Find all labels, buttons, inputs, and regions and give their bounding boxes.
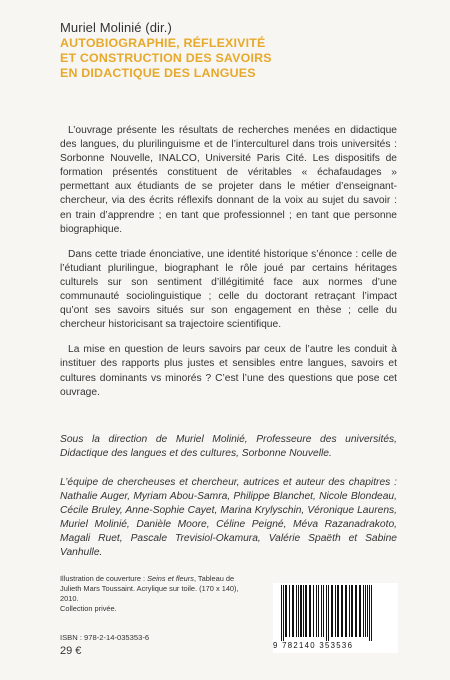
- title-line: EN DIDACTIQUE DES LANGUES: [60, 66, 256, 80]
- author-name: Muriel Molinié (dir.): [60, 20, 172, 35]
- credits-details: , Tableau de Julieth Mars Toussaint. Acrylique sur toile. (170 x 140), 2010.: [60, 574, 239, 603]
- barcode-bar: [355, 585, 357, 637]
- artwork-title: Seins et fleurs: [147, 574, 194, 583]
- barcode-bar: [341, 585, 343, 637]
- barcode-bar: [303, 585, 304, 637]
- barcode-bar: [289, 585, 290, 637]
- barcode-bar: [292, 585, 294, 637]
- team-note: L’équipe de chercheuses et chercheur, autrices et auteur des chapitres : Nathalie Auger, Myriam Abou-Samra, Philippe Blanchet, Nicole Blondeau, Cécile Bruley, Anne-Sophie Cayet, Marina Krylyschin, Véronique Laurens, Muriel Molinié, Danièle Moore, Céline Peigné, Méva Razanadrakoto, Magali Ruet, Pascale Trevisiol-Okamura, Valérie Spaëth et Sabine Vanhulle.: [60, 477, 397, 559]
- barcode-bar: [298, 585, 299, 637]
- barcode-bar: [285, 585, 287, 637]
- barcode-bar: [305, 585, 307, 637]
- credits-label: Illustration de couverture :: [60, 574, 148, 583]
- barcode-bar: [281, 585, 282, 641]
- blurb: [60, 124, 397, 411]
- barcode-bar: [365, 585, 366, 637]
- book-title: [60, 36, 400, 81]
- barcode-bar: [318, 585, 319, 637]
- blurb-paragraph: La mise en question de leurs savoirs par ceux de l’autre les conduit à instituer des rapports plus justes et sensibles entre langues, savoirs et cultures dominants vs minorés ? C’est l’une des questions que pose cet ouvrage.: [60, 344, 397, 398]
- barcode-bar: [313, 585, 314, 637]
- barcode-bar: [369, 585, 370, 641]
- barcode-bar: [363, 585, 364, 637]
- barcode-bar: [367, 585, 368, 637]
- barcode-bar: [323, 585, 324, 637]
- price: 29 €: [60, 645, 82, 657]
- blurb-paragraph: L’ouvrage présente les résultats de recherches menées en didactique des langues, du plurilinguisme et de l’interculturel dans trois universités : Sorbonne Nouvelle, INALCO, Université Paris Cité. Les dispositifs de formation présentés constituent de véritables « échafaudages » permettant aux étudiants de se projeter dans le métier d’enseignant-chercheur, via des écrits réflexifs donnant de la voix au sujet du savoir : en train d’apprendre ; en tant que professionnel ; en tant que personne biographique.: [60, 125, 397, 235]
- barcode-digits: 9 782140 353536: [273, 641, 354, 650]
- barcode-bar: [283, 585, 284, 641]
- barcode-bar: [351, 585, 353, 637]
- barcode-bar: [309, 585, 311, 637]
- title-line: ET CONSTRUCTION DES SAVOIRS: [60, 51, 272, 65]
- barcode-bar: [296, 585, 297, 637]
- barcode-bar: [359, 585, 361, 637]
- cover-credits: [60, 574, 250, 614]
- credits-collection: Collection privée.: [60, 604, 117, 613]
- direction-note: Sous la direction de Muriel Molinié, Professeure des universités, Didactique des langues et des cultures, Sorbonne Nouvelle.: [60, 434, 397, 460]
- barcode-bar: [328, 585, 329, 641]
- barcode-bar: [326, 585, 327, 641]
- barcode-bar: [321, 585, 322, 637]
- isbn: ISBN : 978-2-14-035353-6: [60, 633, 150, 642]
- barcode-bar: [316, 585, 317, 637]
- barcode-bar: [371, 585, 372, 641]
- barcode-bar: [300, 585, 302, 637]
- barcode-bar: [345, 585, 347, 637]
- barcode-bar: [349, 585, 350, 637]
- blurb-paragraph: Dans cette triade énonciative, une identité historique s’énonce : celle de l’étudiant plurilingue, biographant le rôle joué par certains héritages culturels sur son sentiment d’illégitimité face aux normes d’une communauté sociolinguistique ; celle du doctorant retraçant l’impact qu’ont ses savoirs situés sur son engagement en thèse ; celle du chercheur historicisant sa trajectoire scientifique.: [60, 248, 397, 331]
- barcode-bar: [331, 585, 333, 637]
- barcode-bar: [335, 585, 336, 637]
- barcode-bar: [337, 585, 339, 637]
- title-line: AUTOBIOGRAPHIE, RÉFLEXIVITÉ: [60, 36, 266, 50]
- barcode-bars: [273, 583, 398, 641]
- barcode: [273, 583, 398, 653]
